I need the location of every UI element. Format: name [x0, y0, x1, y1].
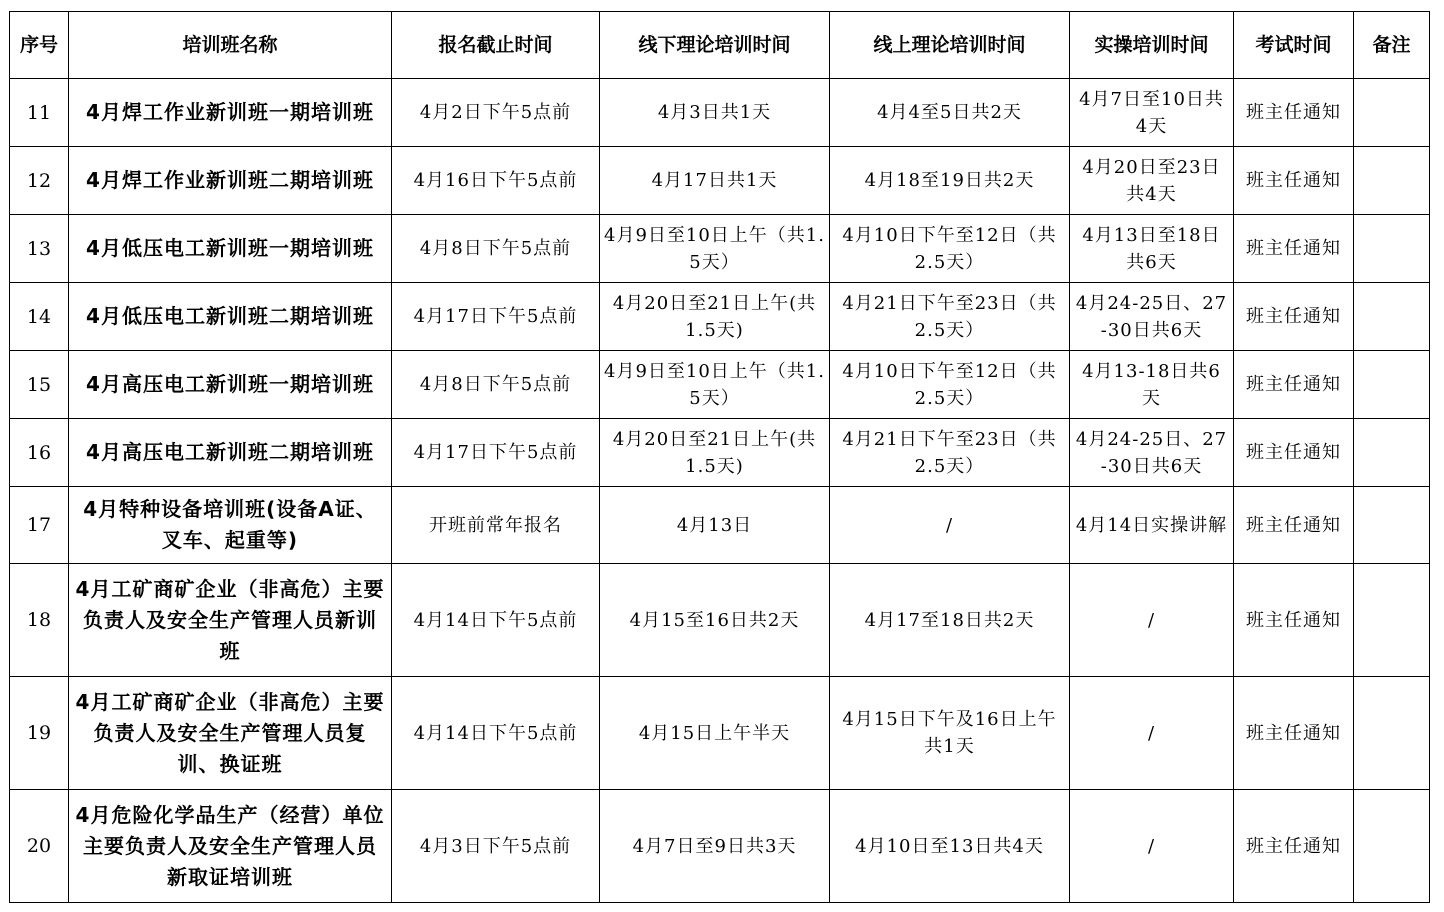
- cell-practical: 4月24-25日、27-30日共6天: [1070, 419, 1234, 487]
- cell-offline: 4月9日至10日上午（共1.5天）: [600, 351, 830, 419]
- cell-class-name: 4月焊工作业新训班二期培训班: [69, 147, 392, 215]
- cell-offline: 4月15日上午半天: [600, 677, 830, 790]
- cell-exam: 班主任通知: [1234, 564, 1354, 677]
- cell-practical: 4月7日至10日共4天: [1070, 79, 1234, 147]
- cell-online: 4月10日至13日共4天: [830, 790, 1070, 903]
- cell-deadline: 4月8日下午5点前: [392, 215, 600, 283]
- cell-note: [1354, 351, 1430, 419]
- cell-class-name: 4月工矿商矿企业（非高危）主要负责人及安全生产管理人员复训、换证班: [69, 677, 392, 790]
- cell-offline: 4月3日共1天: [600, 79, 830, 147]
- cell-deadline: 4月2日下午5点前: [392, 79, 600, 147]
- cell-online: 4月17至18日共2天: [830, 564, 1070, 677]
- header-online: 线上理论培训时间: [830, 12, 1070, 79]
- cell-offline: 4月20日至21日上午(共1.5天): [600, 283, 830, 351]
- cell-practical: /: [1070, 790, 1234, 903]
- cell-practical: 4月20日至23日共4天: [1070, 147, 1234, 215]
- cell-offline: 4月13日: [600, 487, 830, 564]
- cell-class-name: 4月低压电工新训班一期培训班: [69, 215, 392, 283]
- cell-seq: 17: [10, 487, 69, 564]
- table-row: [10, 677, 1430, 790]
- cell-deadline: 4月17日下午5点前: [392, 283, 600, 351]
- cell-offline: 4月20日至21日上午(共1.5天): [600, 419, 830, 487]
- header-practical: 实操培训时间: [1070, 12, 1234, 79]
- cell-note: [1354, 564, 1430, 677]
- cell-note: [1354, 215, 1430, 283]
- cell-practical: /: [1070, 564, 1234, 677]
- cell-exam: 班主任通知: [1234, 790, 1354, 903]
- cell-offline: 4月9日至10日上午（共1.5天）: [600, 215, 830, 283]
- cell-deadline: 开班前常年报名: [392, 487, 600, 564]
- cell-class-name: 4月工矿商矿企业（非高危）主要负责人及安全生产管理人员新训班: [69, 564, 392, 677]
- table-row: [10, 283, 1430, 351]
- cell-exam: 班主任通知: [1234, 79, 1354, 147]
- header-row: [10, 12, 1430, 79]
- table-row: [10, 79, 1430, 147]
- cell-exam: 班主任通知: [1234, 351, 1354, 419]
- cell-online: 4月10日下午至12日（共2.5天）: [830, 351, 1070, 419]
- table-row: [10, 147, 1430, 215]
- cell-practical: /: [1070, 677, 1234, 790]
- header-seq: 序号: [10, 12, 69, 79]
- cell-deadline: 4月17日下午5点前: [392, 419, 600, 487]
- cell-practical: 4月14日实操讲解: [1070, 487, 1234, 564]
- header-note: 备注: [1354, 12, 1430, 79]
- table-row: [10, 564, 1430, 677]
- header-class-name: 培训班名称: [69, 12, 392, 79]
- cell-exam: 班主任通知: [1234, 147, 1354, 215]
- cell-seq: 18: [10, 564, 69, 677]
- cell-deadline: 4月14日下午5点前: [392, 564, 600, 677]
- cell-online: 4月21日下午至23日（共2.5天）: [830, 419, 1070, 487]
- cell-note: [1354, 283, 1430, 351]
- training-schedule-table: [9, 11, 1430, 903]
- cell-seq: 11: [10, 79, 69, 147]
- cell-seq: 20: [10, 790, 69, 903]
- table-row: [10, 790, 1430, 903]
- cell-deadline: 4月14日下午5点前: [392, 677, 600, 790]
- cell-class-name: 4月高压电工新训班二期培训班: [69, 419, 392, 487]
- table-row: [10, 351, 1430, 419]
- cell-class-name: 4月高压电工新训班一期培训班: [69, 351, 392, 419]
- cell-practical: 4月13日至18日共6天: [1070, 215, 1234, 283]
- cell-exam: 班主任通知: [1234, 419, 1354, 487]
- cell-seq: 19: [10, 677, 69, 790]
- cell-online: 4月10日下午至12日（共2.5天）: [830, 215, 1070, 283]
- cell-online: /: [830, 487, 1070, 564]
- table-row: [10, 487, 1430, 564]
- cell-online: 4月21日下午至23日（共2.5天）: [830, 283, 1070, 351]
- cell-practical: 4月13-18日共6天: [1070, 351, 1234, 419]
- cell-note: [1354, 79, 1430, 147]
- cell-note: [1354, 147, 1430, 215]
- cell-note: [1354, 487, 1430, 564]
- table-row: [10, 419, 1430, 487]
- cell-seq: 14: [10, 283, 69, 351]
- cell-note: [1354, 677, 1430, 790]
- cell-offline: 4月17日共1天: [600, 147, 830, 215]
- cell-online: 4月15日下午及16日上午共1天: [830, 677, 1070, 790]
- cell-exam: 班主任通知: [1234, 283, 1354, 351]
- cell-exam: 班主任通知: [1234, 487, 1354, 564]
- cell-seq: 15: [10, 351, 69, 419]
- cell-seq: 13: [10, 215, 69, 283]
- cell-practical: 4月24-25日、27-30日共6天: [1070, 283, 1234, 351]
- cell-seq: 12: [10, 147, 69, 215]
- cell-note: [1354, 419, 1430, 487]
- cell-class-name: 4月低压电工新训班二期培训班: [69, 283, 392, 351]
- cell-exam: 班主任通知: [1234, 215, 1354, 283]
- cell-class-name: 4月特种设备培训班(设备A证、叉车、起重等): [69, 487, 392, 564]
- cell-offline: 4月15至16日共2天: [600, 564, 830, 677]
- cell-deadline: 4月3日下午5点前: [392, 790, 600, 903]
- cell-exam: 班主任通知: [1234, 677, 1354, 790]
- cell-online: 4月4至5日共2天: [830, 79, 1070, 147]
- cell-deadline: 4月8日下午5点前: [392, 351, 600, 419]
- cell-deadline: 4月16日下午5点前: [392, 147, 600, 215]
- header-deadline: 报名截止时间: [392, 12, 600, 79]
- cell-offline: 4月7日至9日共3天: [600, 790, 830, 903]
- cell-class-name: 4月焊工作业新训班一期培训班: [69, 79, 392, 147]
- cell-class-name: 4月危险化学品生产（经营）单位主要负责人及安全生产管理人员新取证培训班: [69, 790, 392, 903]
- cell-online: 4月18至19日共2天: [830, 147, 1070, 215]
- header-exam: 考试时间: [1234, 12, 1354, 79]
- header-offline: 线下理论培训时间: [600, 12, 830, 79]
- cell-seq: 16: [10, 419, 69, 487]
- table-row: [10, 215, 1430, 283]
- cell-note: [1354, 790, 1430, 903]
